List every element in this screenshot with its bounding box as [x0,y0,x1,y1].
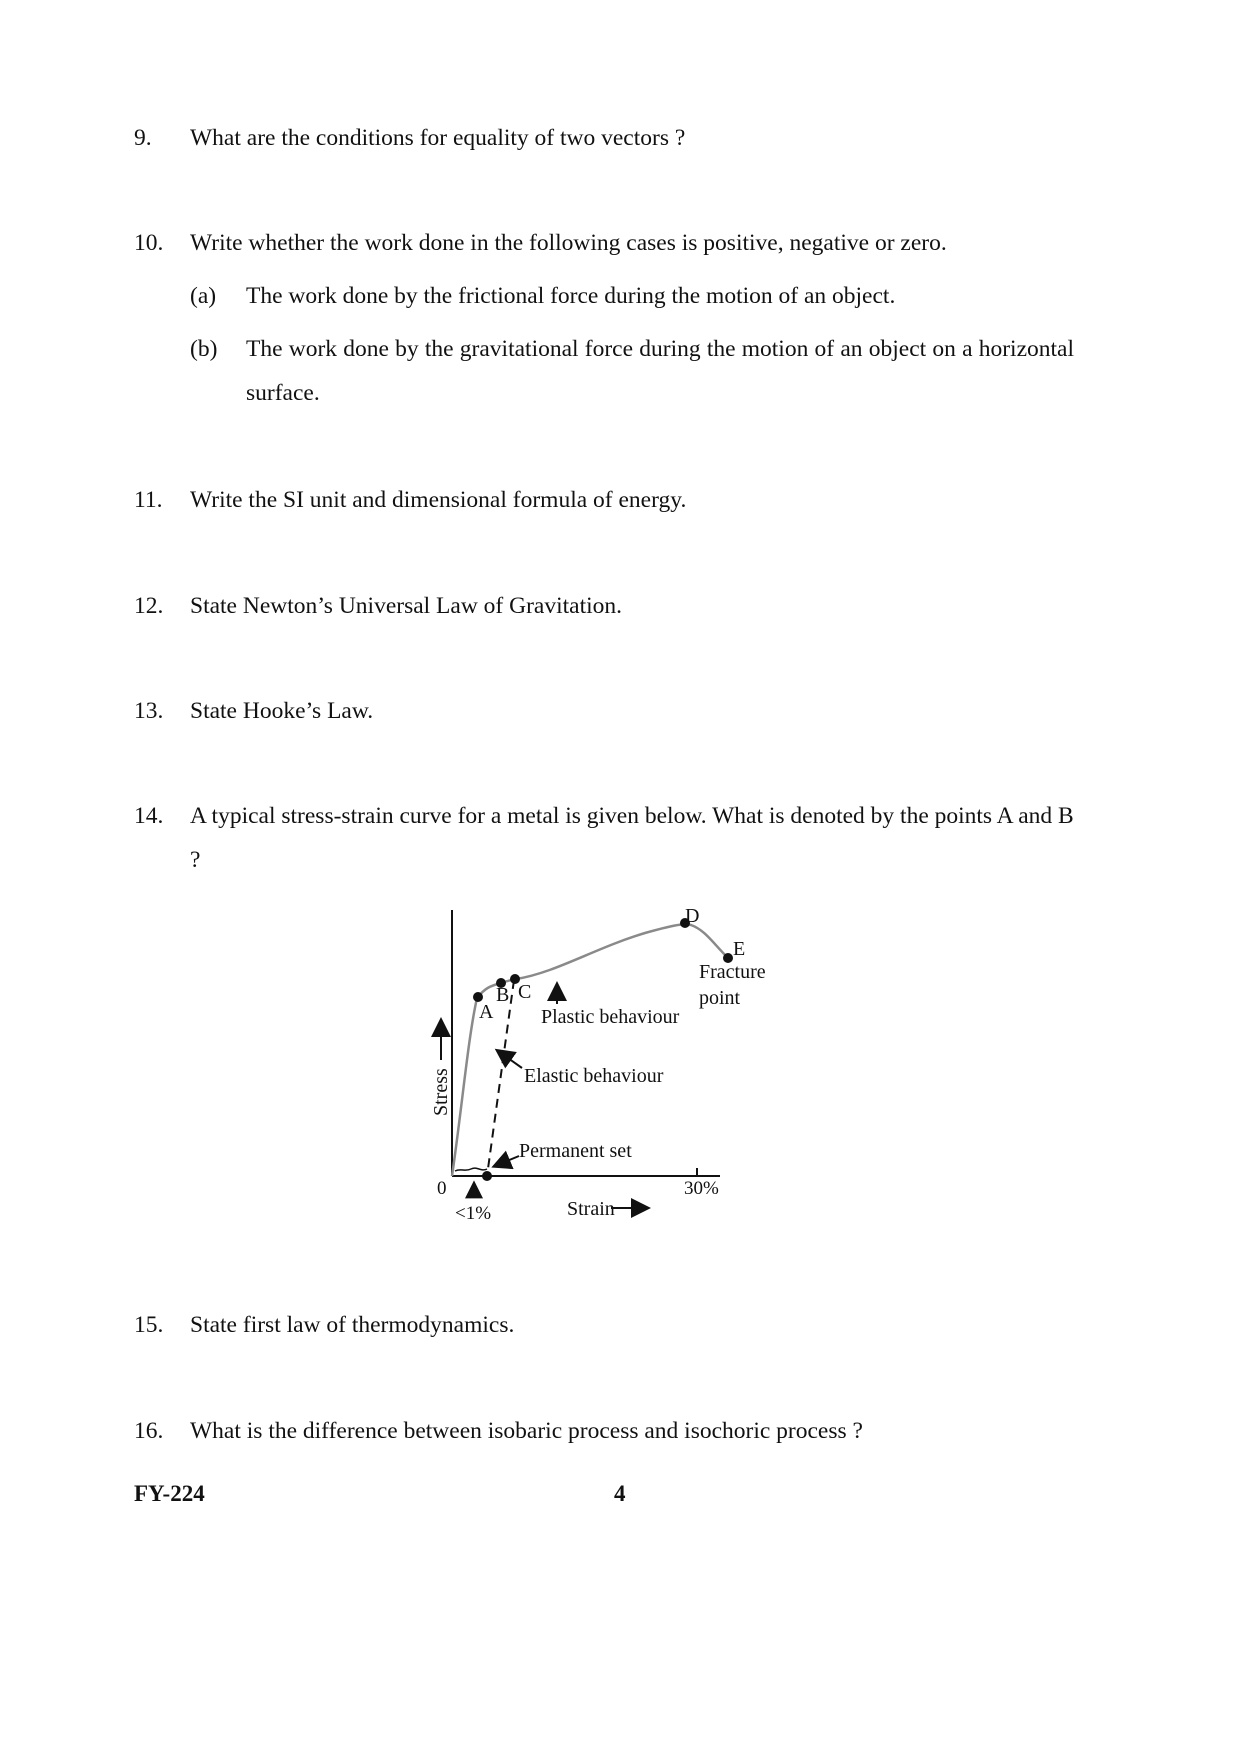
stress-axis-label: Stress [430,1068,452,1116]
paper-code: FY-224 [134,1481,205,1506]
question-10-part-b [190,327,1074,415]
question-11 [134,478,1074,522]
page-number: 4 [614,1481,626,1506]
question-text: State Hooke’s Law. [190,698,374,724]
question-number: 11. [134,487,163,513]
point-a-label: A [479,1001,494,1023]
question-number: 15. [134,1312,164,1338]
stress-strain-diagram [415,888,795,1248]
elastic-behaviour-label: Elastic behaviour [524,1065,664,1087]
question-14 [134,794,1074,882]
plastic-behaviour-label: Plastic behaviour [541,1006,680,1028]
fracture-label-line2: point [699,987,741,1009]
permanent-set-squiggle [455,1168,487,1171]
question-text: What is the difference between isobaric process and isochoric process ? [190,1418,863,1444]
question-12 [134,584,1074,628]
permanent-set-arrow [495,1156,519,1166]
strain-axis-label: Strain [567,1198,615,1220]
question-text: Write whether the work done in the following cases is positive, negative or zero. [190,230,947,256]
point-e-label: E [733,938,746,960]
stress-strain-figure [415,888,795,1248]
question-text: State first law of thermodynamics. [190,1312,515,1338]
permanent-set-marker [482,1171,492,1181]
point-d-label: D [685,905,700,927]
origin-label: 0 [437,1178,447,1199]
fracture-label-line1: Fracture [699,961,766,983]
question-10 [134,221,1074,265]
question-16 [134,1409,1074,1453]
question-number: 10. [134,230,164,256]
part-text: The work done by the frictional force during the motion of an object. [246,283,896,309]
question-10-part-a [190,274,1074,318]
part-label: (a) [190,283,217,309]
permanent-set-label: Permanent set [519,1140,632,1162]
question-text: Write the SI unit and dimensional formula of energy. [190,487,687,513]
small-strain-label: <1% [455,1203,492,1224]
question-9 [134,116,1074,160]
point-c-label: C [518,981,532,1003]
part-text: The work done by the gravitational force during the motion of an object on a horizontal surface. [246,336,1074,406]
question-number: 16. [134,1418,164,1444]
elastic-arrow [498,1051,522,1068]
question-number: 9. [134,125,152,151]
question-number: 12. [134,593,164,619]
question-13 [134,689,1074,733]
question-text: A typical stress-strain curve for a metal is given below. What is denoted by the points A and B ? [190,803,1074,873]
question-text: What are the conditions for equality of two vectors ? [190,125,686,151]
part-label: (b) [190,336,218,362]
question-15 [134,1303,1074,1347]
question-number: 14. [134,803,164,829]
point-b-label: B [496,984,510,1006]
question-number: 13. [134,698,164,724]
stress-strain-curve [452,924,728,1176]
question-text: State Newton’s Universal Law of Gravitation. [190,593,623,619]
max-strain-label: 30% [684,1178,719,1199]
